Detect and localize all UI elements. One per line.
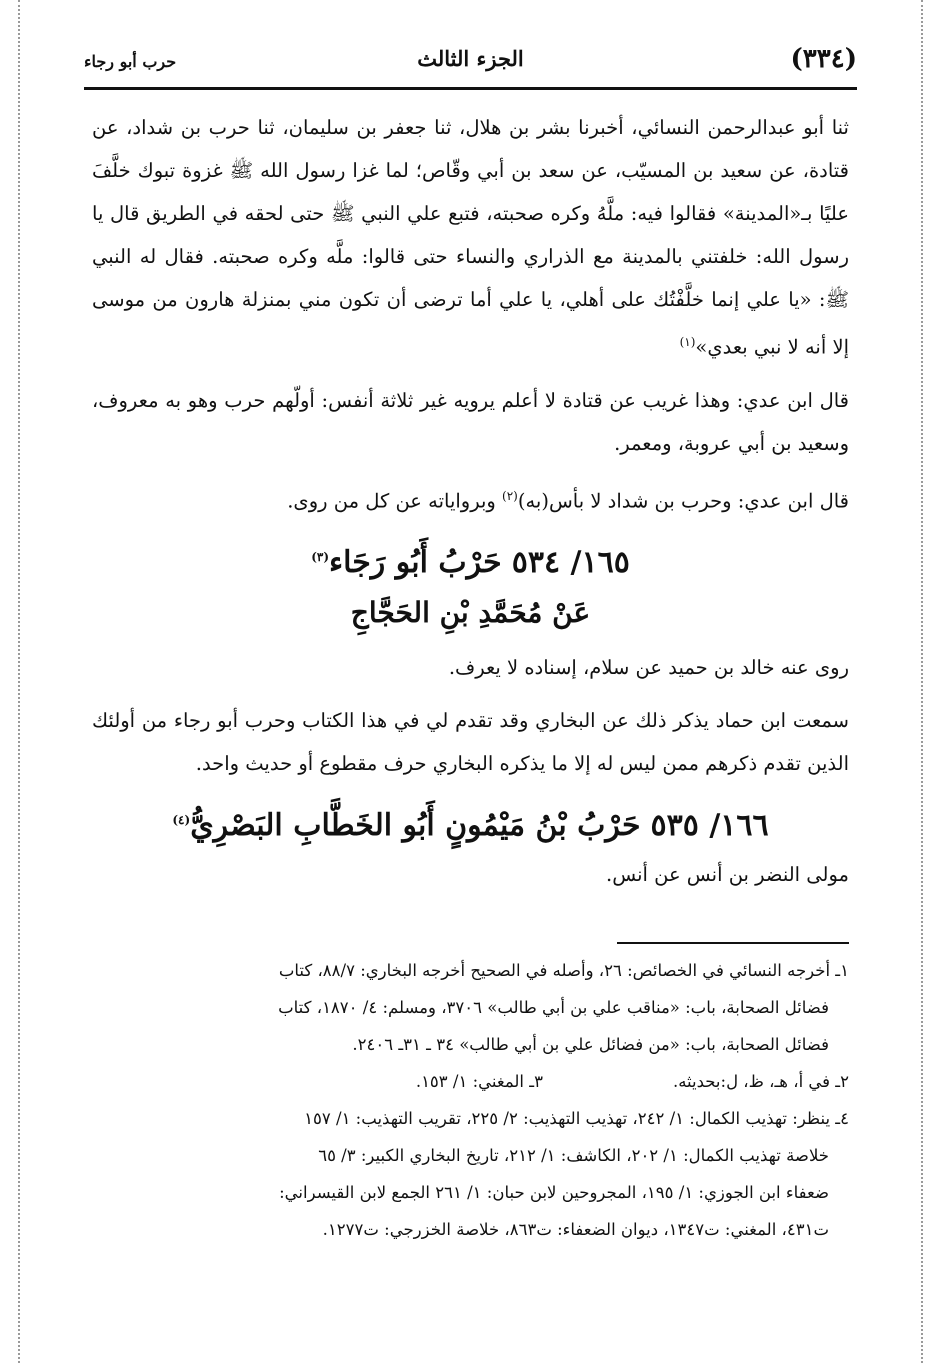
footnotes bbox=[92, 952, 849, 1248]
footnote-ref-2: (٢) bbox=[502, 488, 518, 503]
header-rule bbox=[84, 87, 857, 90]
hadith-text: ثنا أبو عبدالرحمن النسائي، أخبرنا بشر بن هلال، ثنا جعفر بن سليمان، ثنا حرب بن شداد، عن قتادة، عن سعيد بن المسيّب، عن سعد بن أبي وقّاص؛ لما غزا رسول الله ﷺ غزوة تبوك خلَّفَ عليًا بـ«المدينة» فقالوا فيه: ملَّهُ وكره صحبته، فتبع علي النبي ﷺ حتى لحقه في الطريق قال يا رسول الله: خلفتني بالمدينة مع الذراري والنساء حتى قالوا: ملَّه وكره صحبته. فقال له النبي ﷺ: «يا علي إنما خلَّفْتُك على أهلي، يا علي أما ترضى أن تكون مني بمنزلة هارون من موسى إلا أنه لا نبي بعدي» bbox=[92, 116, 849, 359]
right-margin-dotted-line bbox=[921, 0, 923, 1363]
footnote-2: ٢ـ في أ، هـ، ظ، ل:بحديثه. bbox=[672, 1072, 849, 1091]
footnote-ref-1: (١) bbox=[679, 335, 696, 349]
entry-165-number: ١٦٥/ ٥٣٤ bbox=[511, 545, 630, 580]
footnote-ref-4: (٤) bbox=[172, 813, 191, 827]
footnote-4-line-1: ٤ـ ينظر: تهذيب الكمال: ١/ ٢٤٢، تهذيب التهذيب: ٢/ ٢٢٥، تقريب التهذيب: ١/ ١٥٧ bbox=[304, 1109, 849, 1128]
footnote-1-line-3: فضائل الصحابة، باب: «من فضائل علي بن أبي طالب» ٣٤ ـ ٣١ـ ٢٤٠٦. bbox=[352, 1035, 829, 1054]
page-number: (٣٣٤) bbox=[790, 44, 857, 74]
footnote-separator bbox=[617, 942, 849, 944]
entry-166-text: مولى النضر بن أنس عن أنس. bbox=[606, 863, 849, 886]
entry-165-heading bbox=[92, 532, 849, 588]
ibn-adi-comment-2-end: وبرواياته عن كل من روى. bbox=[287, 489, 503, 512]
ibn-adi-comment-2 bbox=[92, 475, 849, 523]
footnote-1-line-2: فضائل الصحابة، باب: «مناقب علي بن أبي طالب» ٣٧٠٦، ومسلم: ٤/ ١٨٧٠، كتاب bbox=[278, 998, 829, 1017]
hadith-paragraph bbox=[92, 106, 849, 369]
footnotes-2-3-row bbox=[92, 1063, 849, 1100]
running-entry-name: حرب أبو رجاء bbox=[84, 52, 177, 71]
entry-165-subheading: عَنْ مُحَمَّدِ بْنِ الحَجَّاجِ bbox=[350, 596, 591, 629]
page-header bbox=[84, 44, 857, 80]
entry-165-text-2: سمعت ابن حماد يذكر ذلك عن البخاري وقد تقدم لي في هذا الكتاب وحرب أبو رجاء من أولئك الذين تقدم ذكرهم ممن ليس له إلا ما يذكره البخاري حرف مقطوع أو حديث واحد. bbox=[92, 709, 849, 775]
ibn-adi-comment-2-start: قال ابن عدي: وحرب بن شداد لا بأس(به) bbox=[517, 489, 849, 512]
entry-166-name: حَرْبُ بْنُ مَيْمُونٍ أَبُو الخَطَّابِ البَصْرِيُّ bbox=[190, 808, 641, 843]
footnote-4-line-4: ت٤٣١، المغني: ت١٣٤٧، ديوان الضعفاء: ت٨٦٣، خلاصة الخزرجي: ت١٢٧٧. bbox=[322, 1220, 829, 1239]
entry-165-name: حَرْبُ أَبُو رَجَاء bbox=[329, 545, 502, 580]
entry-166-heading bbox=[92, 795, 849, 851]
footnote-1-line-1: ١ـ أخرجه النسائي في الخصائص: ٢٦، وأصله في الصحيح أخرجه البخاري: ٨٨/٧، كتاب bbox=[278, 961, 849, 980]
footnote-4-line-2: خلاصة تهذيب الكمال: ١/ ٢٠٢، الكاشف: ١/ ٢١٢، تاريخ البخاري الكبير: ٣/ ٦٥ bbox=[318, 1146, 829, 1165]
footnote-3: ٣ـ المغني: ١/ ١٥٣. bbox=[415, 1072, 543, 1091]
left-margin-dotted-line bbox=[18, 0, 20, 1363]
main-text bbox=[92, 106, 849, 906]
ibn-adi-comment-1: قال ابن عدي: وهذا غريب عن قتادة لا أعلم يرويه غير ثلاثة أنفس: أولّهم حرب وهو به معروف، وسعيد بن أبي عروبة، ومعمر. bbox=[92, 388, 849, 455]
footnote-ref-3: (٣) bbox=[311, 550, 330, 564]
footnote-4-line-3: ضعفاء ابن الجوزي: ١/ ١٩٥، المجروحين لابن حبان: ١/ ٢٦١ الجمع لابن القيسراني: bbox=[279, 1183, 829, 1202]
entry-166-number: ١٦٦/ ٥٣٥ bbox=[650, 808, 769, 843]
entry-165-text-1: روى عنه خالد بن حميد عن سلام، إسناده لا يعرف. bbox=[448, 656, 849, 679]
volume-title: الجزء الثالث bbox=[417, 46, 524, 71]
